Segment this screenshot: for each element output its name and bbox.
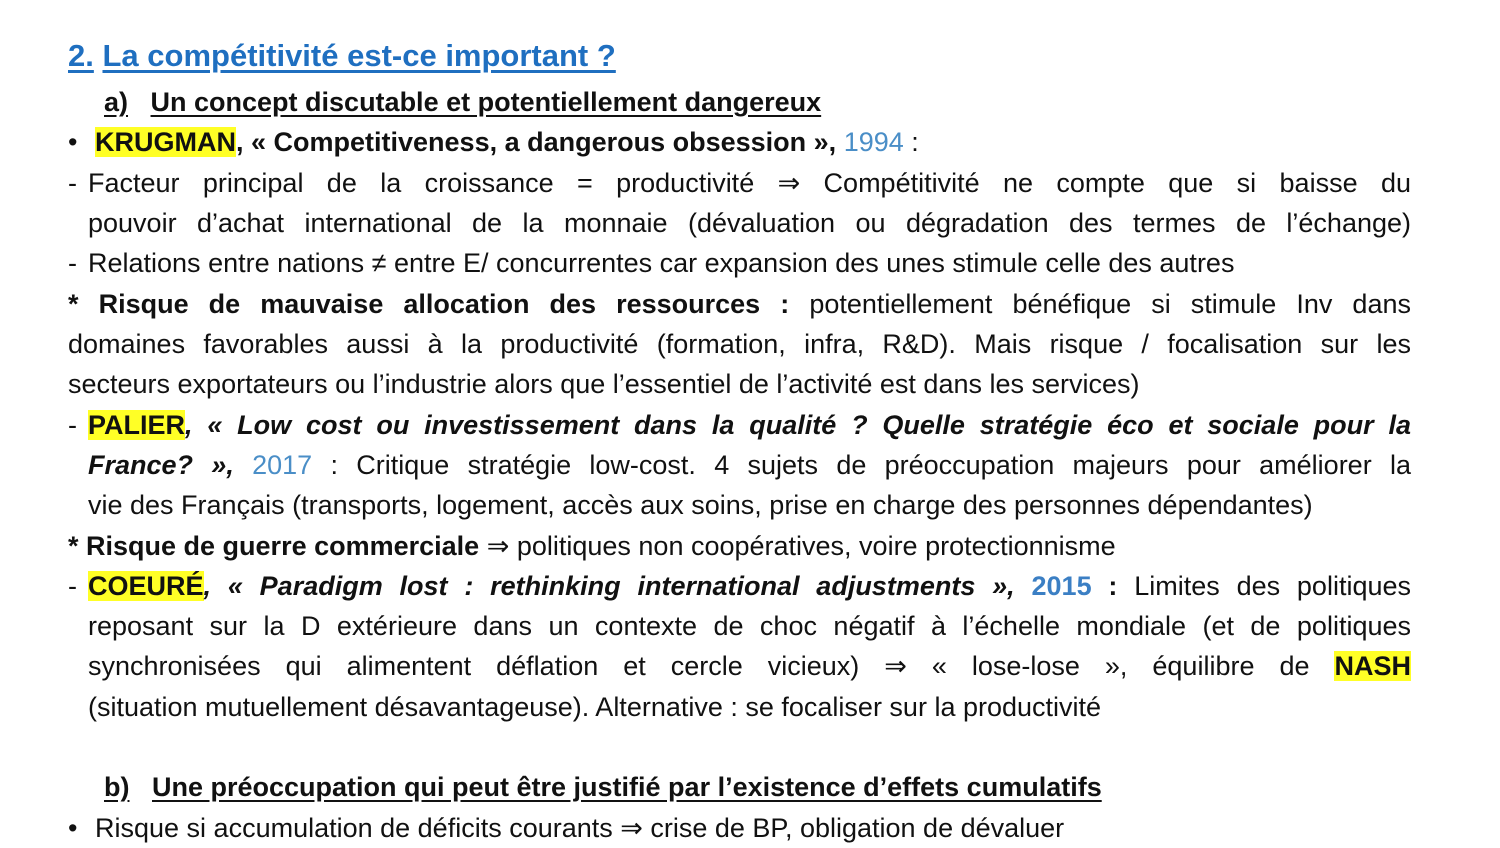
- krugman-colon: :: [903, 127, 919, 157]
- author-highlight-krugman: KRUGMAN: [95, 127, 236, 157]
- coeure-year: 2015: [1031, 571, 1092, 601]
- risk-trade-war-heading: Risque de guerre commerciale: [86, 531, 480, 561]
- bullet-icon: •: [68, 813, 78, 843]
- subsection-b-letter: b): [104, 772, 130, 802]
- palier-line-1: [88, 405, 1411, 445]
- section-title: [68, 36, 1411, 76]
- dash-marker: -: [68, 168, 77, 198]
- risk-trade-war: [68, 526, 1411, 566]
- coeure-colon: :: [1091, 571, 1118, 601]
- risk-allocation-line-2: domaines favorables aussi à la productivité (formation, infra, R&D). Mais risque / focalisation sur les: [68, 329, 1411, 359]
- subsection-b-point-1: [68, 808, 1411, 848]
- subsection-a-title: Un concept discutable et potentiellement dangereux: [150, 87, 822, 117]
- palier-work-title-end: France? »,: [88, 450, 234, 480]
- subsection-b-heading: [104, 767, 1447, 807]
- krugman-work-title: , « Competitiveness, a dangerous obsession »,: [236, 127, 837, 157]
- section-number: 2.: [68, 38, 94, 73]
- risk-allocation-text: potentiellement bénéfique si stimule Inv dans: [789, 289, 1411, 319]
- dash-marker: -: [68, 571, 77, 601]
- subsection-b-title: Une préoccupation qui peut être justifié par l’existence d’effets cumulatifs: [152, 772, 1102, 802]
- dash-marker: -: [68, 410, 77, 440]
- palier-year: 2017: [252, 450, 313, 480]
- krugman-year: 1994: [843, 127, 904, 157]
- krugman-reference: [68, 122, 1411, 162]
- coeure-line-4: (situation mutuellement désavantageuse). Alternative : se focaliser sur la productivité: [88, 692, 1102, 722]
- author-highlight-nash: NASH: [1334, 651, 1411, 681]
- palier-work-title: , « Low cost ou investissement dans la qualité ? Quelle stratégie éco et sociale pour la: [185, 410, 1411, 440]
- coeure-line-2: reposant sur la D extérieure dans un contexte de choc négatif à l’échelle mondiale (et de politiques: [88, 611, 1411, 641]
- coeure-work-title: , « Paradigm lost : rethinking international adjustments »,: [203, 571, 1015, 601]
- bullet-icon: •: [68, 127, 78, 157]
- coeure-line-3: [88, 646, 1411, 686]
- coeure-line-3-text: synchronisées qui alimentent déflation et cercle vicieux) ⇒ « lose-lose », équilibre de: [88, 651, 1335, 681]
- dash-marker: -: [68, 248, 77, 278]
- coeure-line-1: [88, 566, 1411, 606]
- palier-line-2: [88, 445, 1411, 485]
- palier-summary: : Critique stratégie low-cost. 4 sujets de préoccupation majeurs pour améliorer la: [312, 450, 1411, 480]
- section-title-text: La compétitivité est-ce important ?: [102, 38, 616, 73]
- subsection-a-heading: [104, 82, 1447, 122]
- subsection-b-point-1-text: Risque si accumulation de déficits courants ⇒ crise de BP, obligation de dévaluer: [95, 813, 1065, 843]
- author-highlight-coeure: COEURÉ: [88, 571, 204, 601]
- risk-allocation-line-3: secteurs exportateurs ou l’industrie alors que l’essentiel de l’activité est dans les services): [68, 369, 1140, 399]
- risk-allocation-heading: Risque de mauvaise allocation des ressources :: [98, 289, 790, 319]
- krugman-point-1-line-2: pouvoir d’achat international de la monnaie (dévaluation ou dégradation des termes de l’échange): [88, 208, 1411, 238]
- star-marker: *: [68, 289, 79, 319]
- risk-trade-war-text: ⇒ politiques non coopératives, voire protectionnisme: [479, 531, 1116, 561]
- palier-line-3: vie des Français (transports, logement, accès aux soins, prise en charge des personnes dépendantes): [88, 490, 1313, 520]
- krugman-point-2: Relations entre nations ≠ entre E/ concurrentes car expansion des unes stimule celle des autres: [88, 248, 1235, 278]
- coeure-summary-start: Limites des politiques: [1117, 571, 1411, 601]
- author-highlight-palier: PALIER: [88, 410, 186, 440]
- subsection-a-letter: a): [104, 87, 129, 117]
- star-marker: *: [68, 531, 79, 561]
- krugman-point-1-line-1: Facteur principal de la croissance = productivité ⇒ Compétitivité ne compte que si baisse du: [88, 168, 1411, 198]
- risk-allocation-line-1: [68, 284, 1411, 324]
